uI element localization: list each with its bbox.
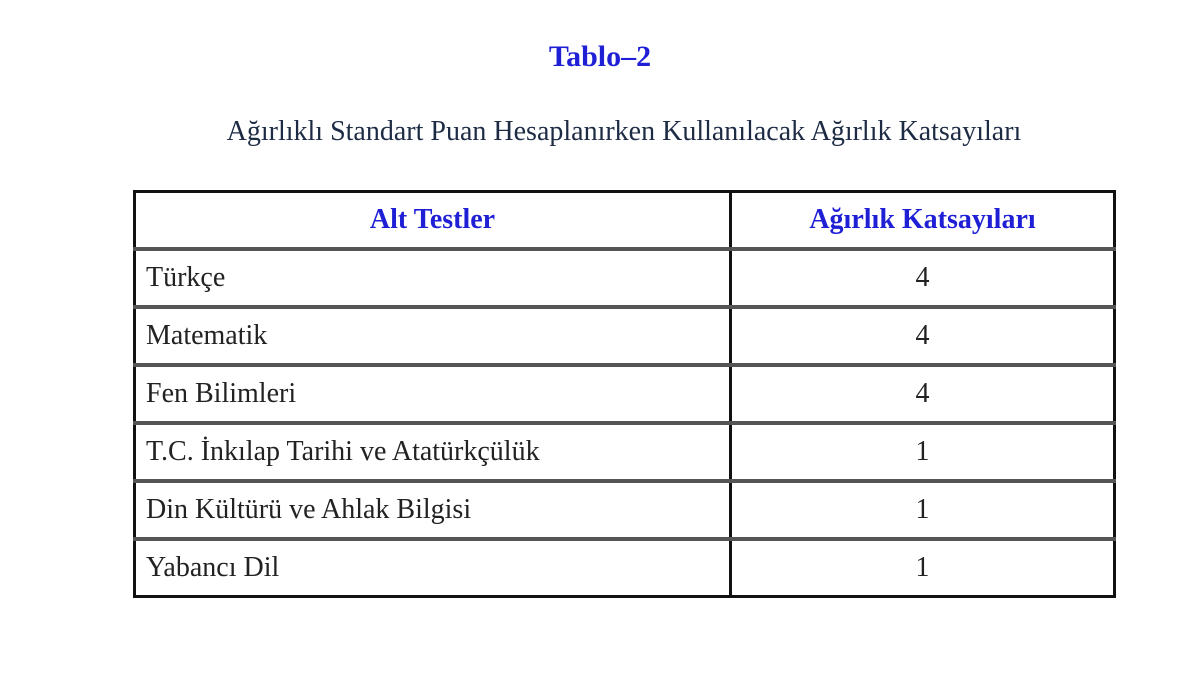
- header-row: [135, 192, 1115, 250]
- table-row: [135, 307, 1115, 365]
- test-weight: 4: [731, 249, 1115, 307]
- test-name: Matematik: [135, 307, 731, 365]
- test-weight: 1: [731, 481, 1115, 539]
- test-name: Din Kültürü ve Ahlak Bilgisi: [135, 481, 731, 539]
- test-name: Türkçe: [135, 249, 731, 307]
- test-weight: 1: [731, 539, 1115, 597]
- table-row: [135, 423, 1115, 481]
- test-weight: 1: [731, 423, 1115, 481]
- test-weight: 4: [731, 307, 1115, 365]
- weights-table: [133, 190, 1116, 598]
- test-name: Yabancı Dil: [135, 539, 731, 597]
- table-row: [135, 481, 1115, 539]
- test-weight: 4: [731, 365, 1115, 423]
- table-row: [135, 365, 1115, 423]
- header-alt-testler: Alt Testler: [135, 192, 731, 250]
- test-name: T.C. İnkılap Tarihi ve Atatürkçülük: [135, 423, 731, 481]
- table-title: Tablo–2: [548, 40, 652, 73]
- table-row: [135, 539, 1115, 597]
- table-row: [135, 249, 1115, 307]
- test-name: Fen Bilimleri: [135, 365, 731, 423]
- header-agirlik-katsayilari: Ağırlık Katsayıları: [731, 192, 1115, 250]
- table-subtitle: Ağırlıklı Standart Puan Hesaplanırken Kullanılacak Ağırlık Katsayıları: [226, 116, 1022, 147]
